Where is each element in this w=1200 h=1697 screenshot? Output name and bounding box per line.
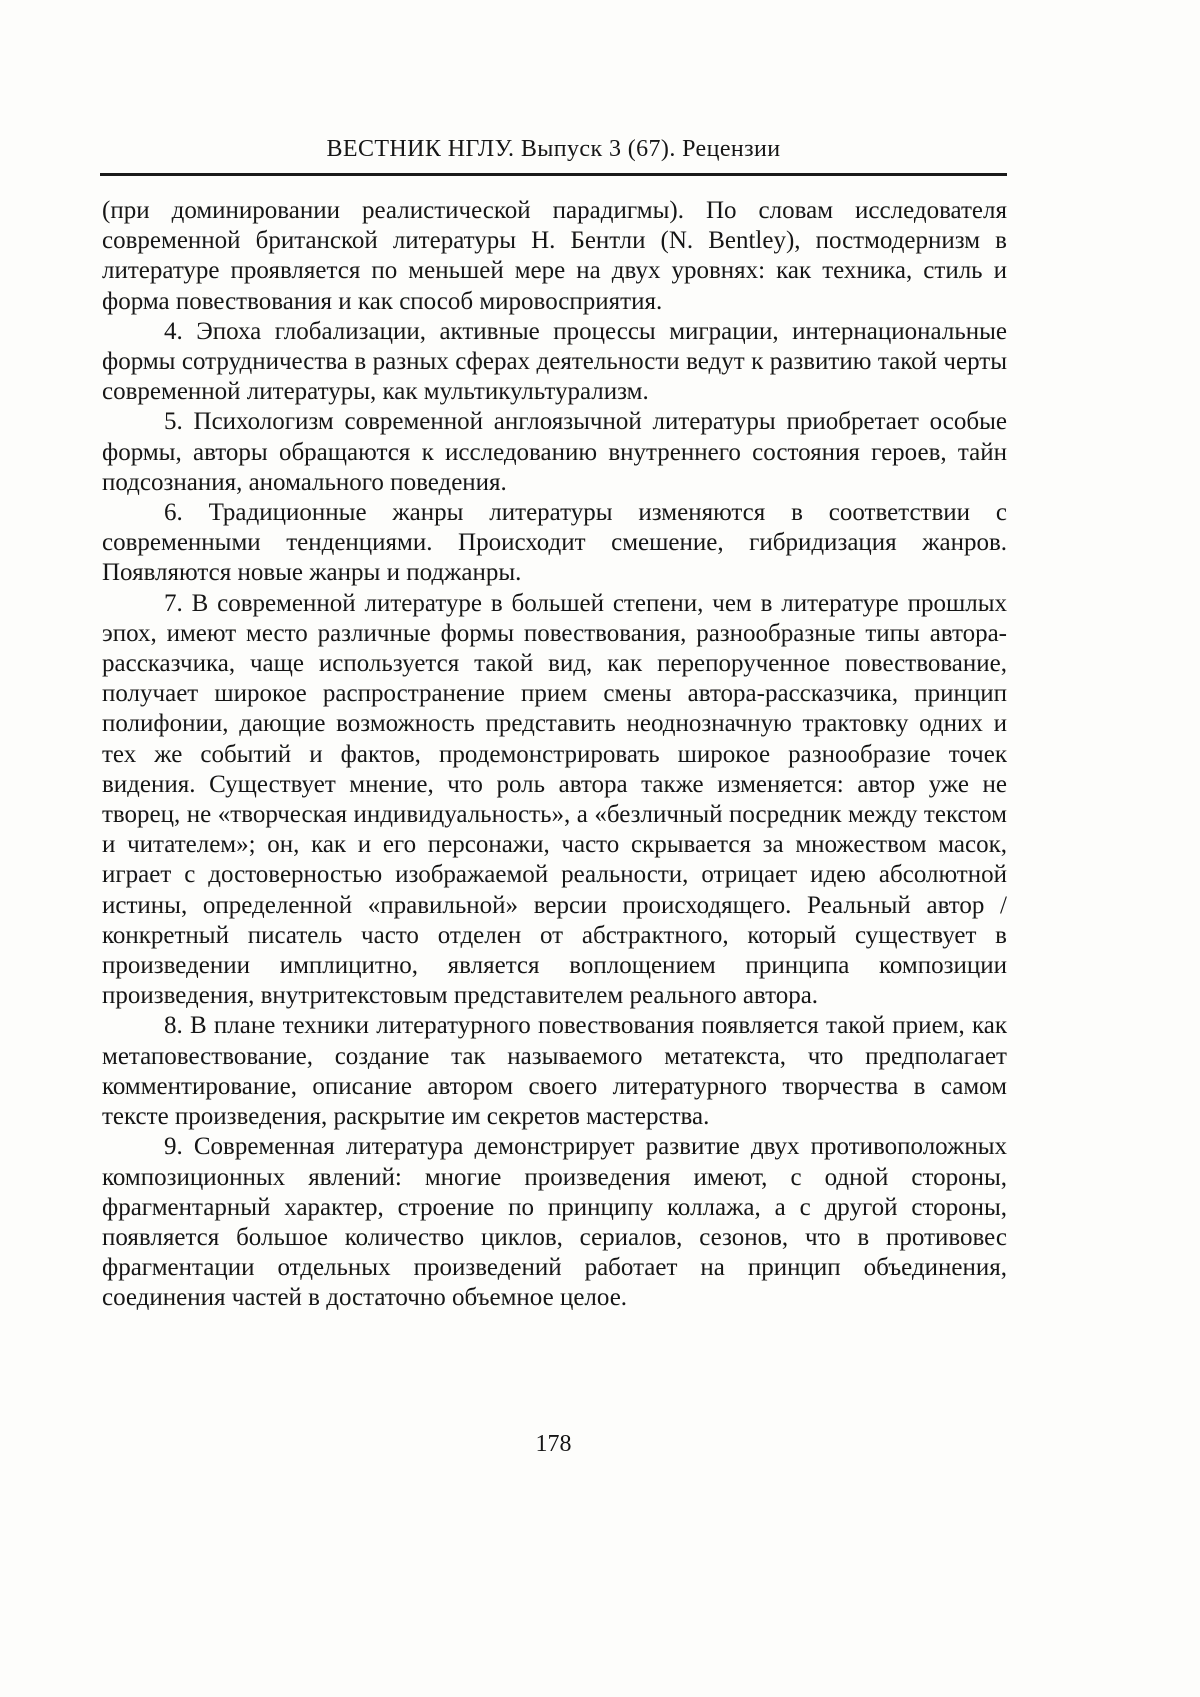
paragraph-continuation: (при доминировании реалистической парадигмы). По словам исследователя современной британской литературы Н. Бентли (N. Bentley), постмодернизм в литературе проявляется по меньшей мере на двух уровнях: как техника, стиль и форма повествования и как способ мировосприятия.: [102, 197, 1007, 315]
paragraph-item-4: 4. Эпоха глобализации, активные процессы миграции, интернациональные формы сотрудничества в разных сферах деятельности ведут к развитию такой черты современной литературы, как мультикультурализм.: [102, 317, 1007, 406]
page-body-text: [102, 196, 1007, 1314]
page-number: 178: [535, 1431, 572, 1457]
paragraph-item-7: 7. В современной литературе в большей степени, чем в литературе прошлых эпох, имеют место различные формы повествования, разнообразные типы автора-рассказчика, чаще используется такой вид, как перепорученное повествование, получает широкое распространение прием смены автора-рассказчика, принцип полифонии, дающие возможность представить неоднозначную трактовку одних и тех же событий и фактов, продемонстрировать широкое разнообразие точек видения. Существует мнение, что роль автора также изменяется: автор уже не творец, не «творческая индивидуальность», а «безличный посредник между текстом и читателем»; он, как и его персонажи, часто скрывается за множеством масок, играет с достоверностью изображаемой реальности, отрицает идею абсолютной истины, определенной «правильной» версии происходящего. Реальный автор / конкретный писатель часто отделен от абстрактного, который существует в произведении имплицитно, является воплощением принципа композиции произведения, внутритекстовым представителем реального автора.: [102, 589, 1007, 1010]
paragraph-item-8: 8. В плане техники литературного повествования появляется такой прием, как метаповествование, создание так называемого метатекста, что предполагает комментирование, описание автором своего литературного творчества в самом тексте произведения, раскрытие им секретов мастерства.: [102, 1012, 1007, 1131]
paragraph-item-9: 9. Современная литература демонстрирует развитие двух противоположных композиционных явлений: многие произведения имеют, с одной стороны, фрагментарный характер, строение по принципу коллажа, а с другой стороны, появляется большое количество циклов, сериалов, сезонов, что в противовес фрагментации отдельных произведений работает на принцип объединения, соединения частей в достаточно объемное целое.: [102, 1133, 1007, 1312]
header-rule: [100, 173, 1007, 176]
paragraph-item-6: 6. Традиционные жанры литературы изменяются в соответствии с современными тенденциями. Происходит смешение, гибридизация жанров. Появляются новые жанры и поджанры.: [102, 499, 1007, 587]
journal-header: ВЕСТНИК НГЛУ. Выпуск 3 (67). Рецензии: [326, 136, 781, 162]
paragraph-item-5: 5. Психологизм современной англоязычной литературы приобретает особые формы, авторы обращаются к исследованию внутреннего состояния героев, тайн подсознания, аномального поведения.: [102, 408, 1007, 496]
